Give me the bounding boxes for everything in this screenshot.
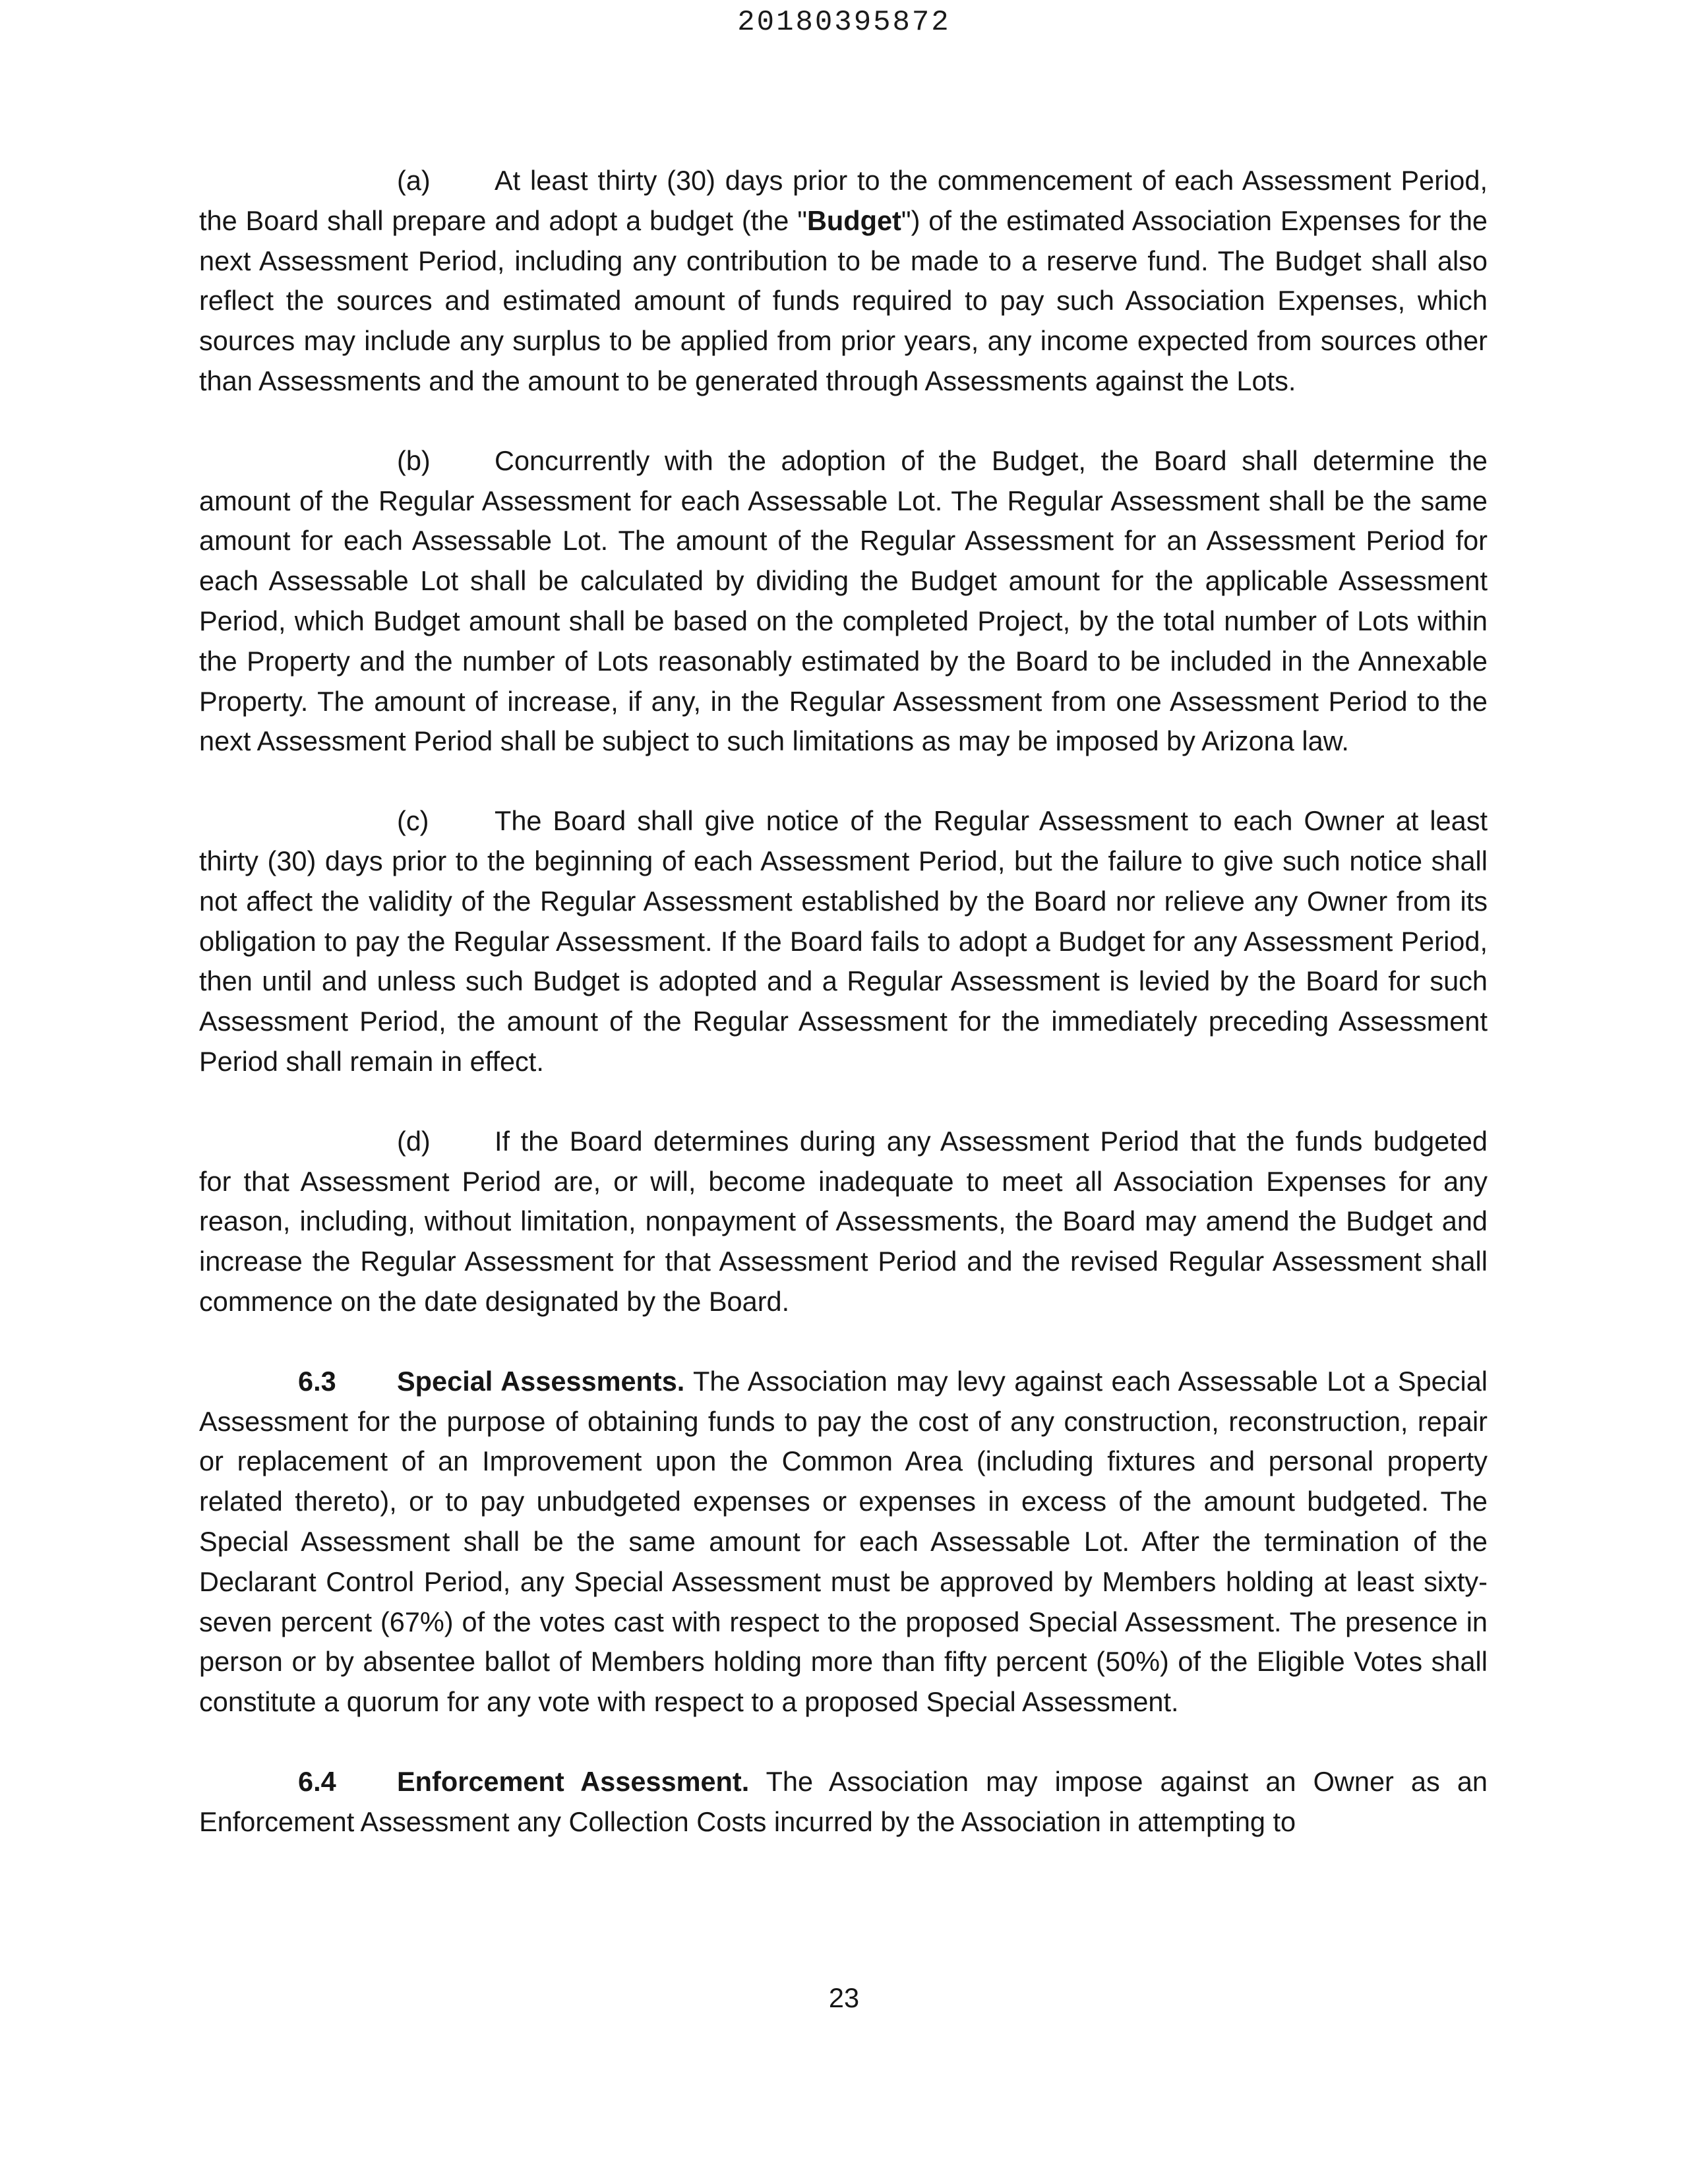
section-6-4-number: 6.4: [298, 1765, 336, 1797]
paragraph-c: [199, 801, 1488, 1082]
paragraph-c-text: The Board shall give notice of the Regular Assessment to each Owner at least thirty (30) days prior to the beginning of each Assessment Period, but the failure to give such notice shall not affect the validity of the Regular Assessment established by the Board nor relieve any Owner from its obligation to pay the Regular Assessment. If the Board fails to adopt a Budget for any Assessment Period, then until and unless such Budget is adopted and a Regular Assessment is levied by the Board for such Assessment Period, the amount of the Regular Assessment for the immediately preceding Assessment Period shall remain in effect.: [199, 805, 1488, 1077]
paragraph-a-label: (a): [397, 165, 431, 196]
paragraph-a: [199, 161, 1488, 402]
section-6-3-number: 6.3: [298, 1365, 336, 1397]
document-body: [199, 161, 1488, 1842]
paragraph-d-label: (d): [397, 1125, 431, 1157]
section-6-4-title: Enforcement Assessment.: [397, 1765, 750, 1797]
section-6-4-text: The Association may impose against an Owner as an Enforcement Assessment any Collection Costs incurred by the Association in attempting to: [199, 1765, 1488, 1837]
paragraph-a-text-2: ") of the estimated Association Expenses for the next Assessment Period, including any contribution to be made to a reserve fund. The Budget shall also reflect the sources and estimated amount of funds required to pay such Association Expenses, which sources may include any surplus to be applied from prior years, any income expected from sources other than Assessments and the amount to be generated through Assessments against the Lots.: [199, 204, 1488, 396]
document-number: 20180395872: [737, 6, 951, 39]
page-number: 23: [828, 1982, 860, 2013]
budget-defined-term: Budget: [806, 204, 901, 236]
paragraph-d-text: If the Board determines during any Assessment Period that the funds budgeted for that Assessment Period are, or will, become inadequate to meet all Association Expenses for any reason, including, without limitation, nonpayment of Assessments, the Board may amend the Budget and increase the Regular Assessment for that Assessment Period and the revised Regular Assessment shall commence on the date designated by the Board.: [199, 1125, 1488, 1317]
paragraph-d: [199, 1122, 1488, 1322]
paragraph-c-label: (c): [397, 805, 429, 837]
section-6-3-title: Special Assessments.: [397, 1365, 685, 1397]
paragraph-a-text-1: At least thirty (30) days prior to the commencement of each Assessment Period, the Board shall prepare and adopt a budget (the ": [199, 165, 1488, 236]
section-6-3: [199, 1362, 1488, 1722]
paragraph-b: [199, 441, 1488, 762]
paragraph-b-text: Concurrently with the adoption of the Budget, the Board shall determine the amount of the Regular Assessment for each Assessable Lot. The Regular Assessment shall be the same amount for each Assessable Lot. The amount of the Regular Assessment for an Assessment Period for each Assessable Lot shall be calculated by dividing the Budget amount for the applicable Assessment Period, which Budget amount shall be based on the completed Project, by the total number of Lots within the Property and the number of Lots reasonably estimated by the Board to be included in the Annexable Property. The amount of increase, if any, in the Regular Assessment from one Assessment Period to the next Assessment Period shall be subject to such limitations as may be imposed by Arizona law.: [199, 444, 1488, 757]
section-6-4: [199, 1762, 1488, 1842]
paragraph-b-label: (b): [397, 444, 431, 476]
section-6-3-text: The Association may levy against each Assessable Lot a Special Assessment for the purpose of obtaining funds to pay the cost of any construction, reconstruction, repair or replacement of an Improvement upon the Common Area (including fixtures and personal property related thereto), or to pay unbudgeted expenses or expenses in excess of the amount budgeted. The Special Assessment shall be the same amount for each Assessable Lot. After the termination of the Declarant Control Period, any Special Assessment must be approved by Members holding at least sixty-seven percent (67%) of the votes cast with respect to the proposed Special Assessment. The presence in person or by absentee ballot of Members holding more than fifty percent (50%) of the Eligible Votes shall constitute a quorum for any vote with respect to a proposed Special Assessment.: [199, 1365, 1488, 1718]
